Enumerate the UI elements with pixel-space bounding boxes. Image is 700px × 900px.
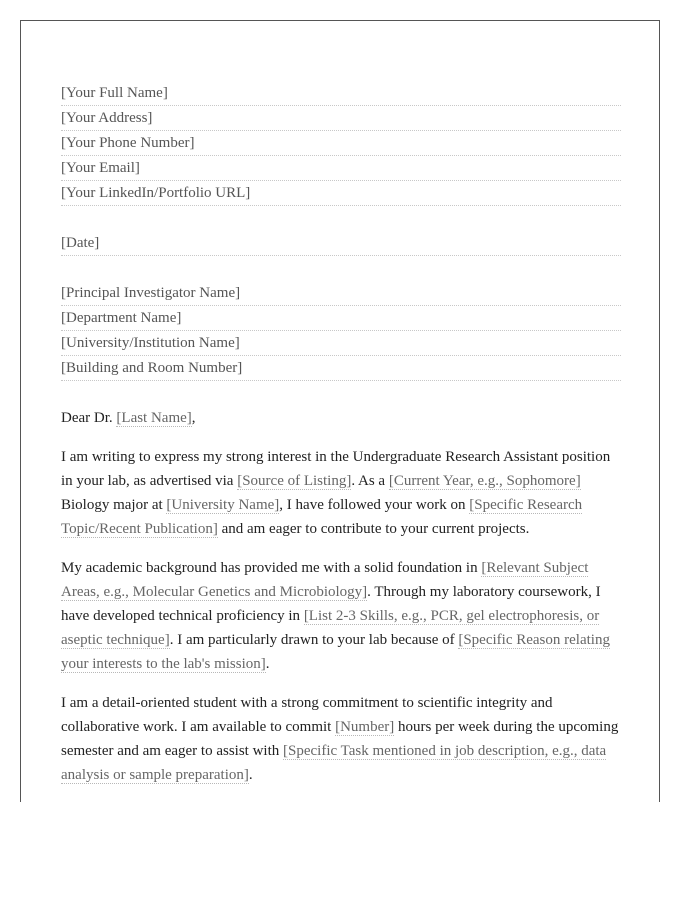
- para1-text-4: , I have followed your work on: [279, 497, 470, 513]
- para2-text-1: My academic background has provided me with a solid foundation in: [61, 560, 482, 576]
- para1-text-1: I am writing to express my strong interest in the Undergraduate Research Assistant position in your lab, as advertised via: [61, 449, 611, 489]
- specific-task-field[interactable]: [Specific Task mentioned in job description, e.g., data analysis or sample preparation]: [61, 743, 607, 783]
- skills-field[interactable]: [List 2-3 Skills, e.g., PCR, gel electrophoresis, or aseptic technique]: [61, 608, 600, 648]
- para1-text-2: . As a: [351, 473, 389, 489]
- salutation-prefix: Dear Dr.: [61, 410, 117, 426]
- subject-areas-field[interactable]: [Relevant Subject Areas, e.g., Molecular Genetics and Microbiology]: [61, 560, 589, 600]
- para1-text-5: and am eager to contribute to your current projects.: [217, 521, 530, 537]
- letter-body: [61, 81, 621, 787]
- paragraph-availability: [61, 691, 621, 787]
- hours-number-field[interactable]: [Number]: [335, 719, 395, 735]
- sender-block: [61, 81, 621, 206]
- recipient-pi-name-field[interactable]: [Principal Investigator Name]: [61, 281, 621, 306]
- para3-text-3: .: [248, 767, 253, 783]
- source-of-listing-field[interactable]: [Source of Listing]: [237, 473, 352, 489]
- salutation: [61, 406, 621, 430]
- sender-url-field[interactable]: [Your LinkedIn/Portfolio URL]: [61, 181, 621, 206]
- paragraph-intro: [61, 445, 621, 541]
- paragraph-background: [61, 556, 621, 676]
- sender-phone-field[interactable]: [Your Phone Number]: [61, 131, 621, 156]
- para2-text-4: .: [265, 656, 270, 672]
- para2-text-3: . I am particularly drawn to your lab because of: [169, 632, 459, 648]
- recipient-department-field[interactable]: [Department Name]: [61, 306, 621, 331]
- salutation-suffix: ,: [191, 410, 196, 426]
- sender-name-field[interactable]: [Your Full Name]: [61, 81, 621, 106]
- university-name-field[interactable]: [University Name]: [166, 497, 280, 513]
- recipient-block: [61, 281, 621, 381]
- specific-reason-field[interactable]: [Specific Reason relating your interests to the lab's mission]: [61, 632, 610, 672]
- sender-address-field[interactable]: [Your Address]: [61, 106, 621, 131]
- recipient-building-field[interactable]: [Building and Room Number]: [61, 356, 621, 381]
- para2-text-2: . Through my laboratory coursework, I have developed technical proficiency in: [61, 584, 601, 624]
- recipient-institution-field[interactable]: [University/Institution Name]: [61, 331, 621, 356]
- research-topic-field[interactable]: [Specific Research Topic/Recent Publication]: [61, 497, 583, 537]
- document-page: [20, 20, 660, 802]
- current-year-field[interactable]: [Current Year, e.g., Sophomore]: [388, 473, 581, 489]
- para1-text-3: Biology major at: [61, 497, 167, 513]
- date-field[interactable]: [Date]: [61, 231, 621, 256]
- last-name-field[interactable]: [Last Name]: [116, 410, 192, 426]
- para3-text-1: I am a detail-oriented student with a strong commitment to scientific integrity and collaborative work. I am available to commit: [61, 695, 553, 735]
- para3-text-2: hours per week during the upcoming semester and am eager to assist with: [61, 719, 619, 759]
- sender-email-field[interactable]: [Your Email]: [61, 156, 621, 181]
